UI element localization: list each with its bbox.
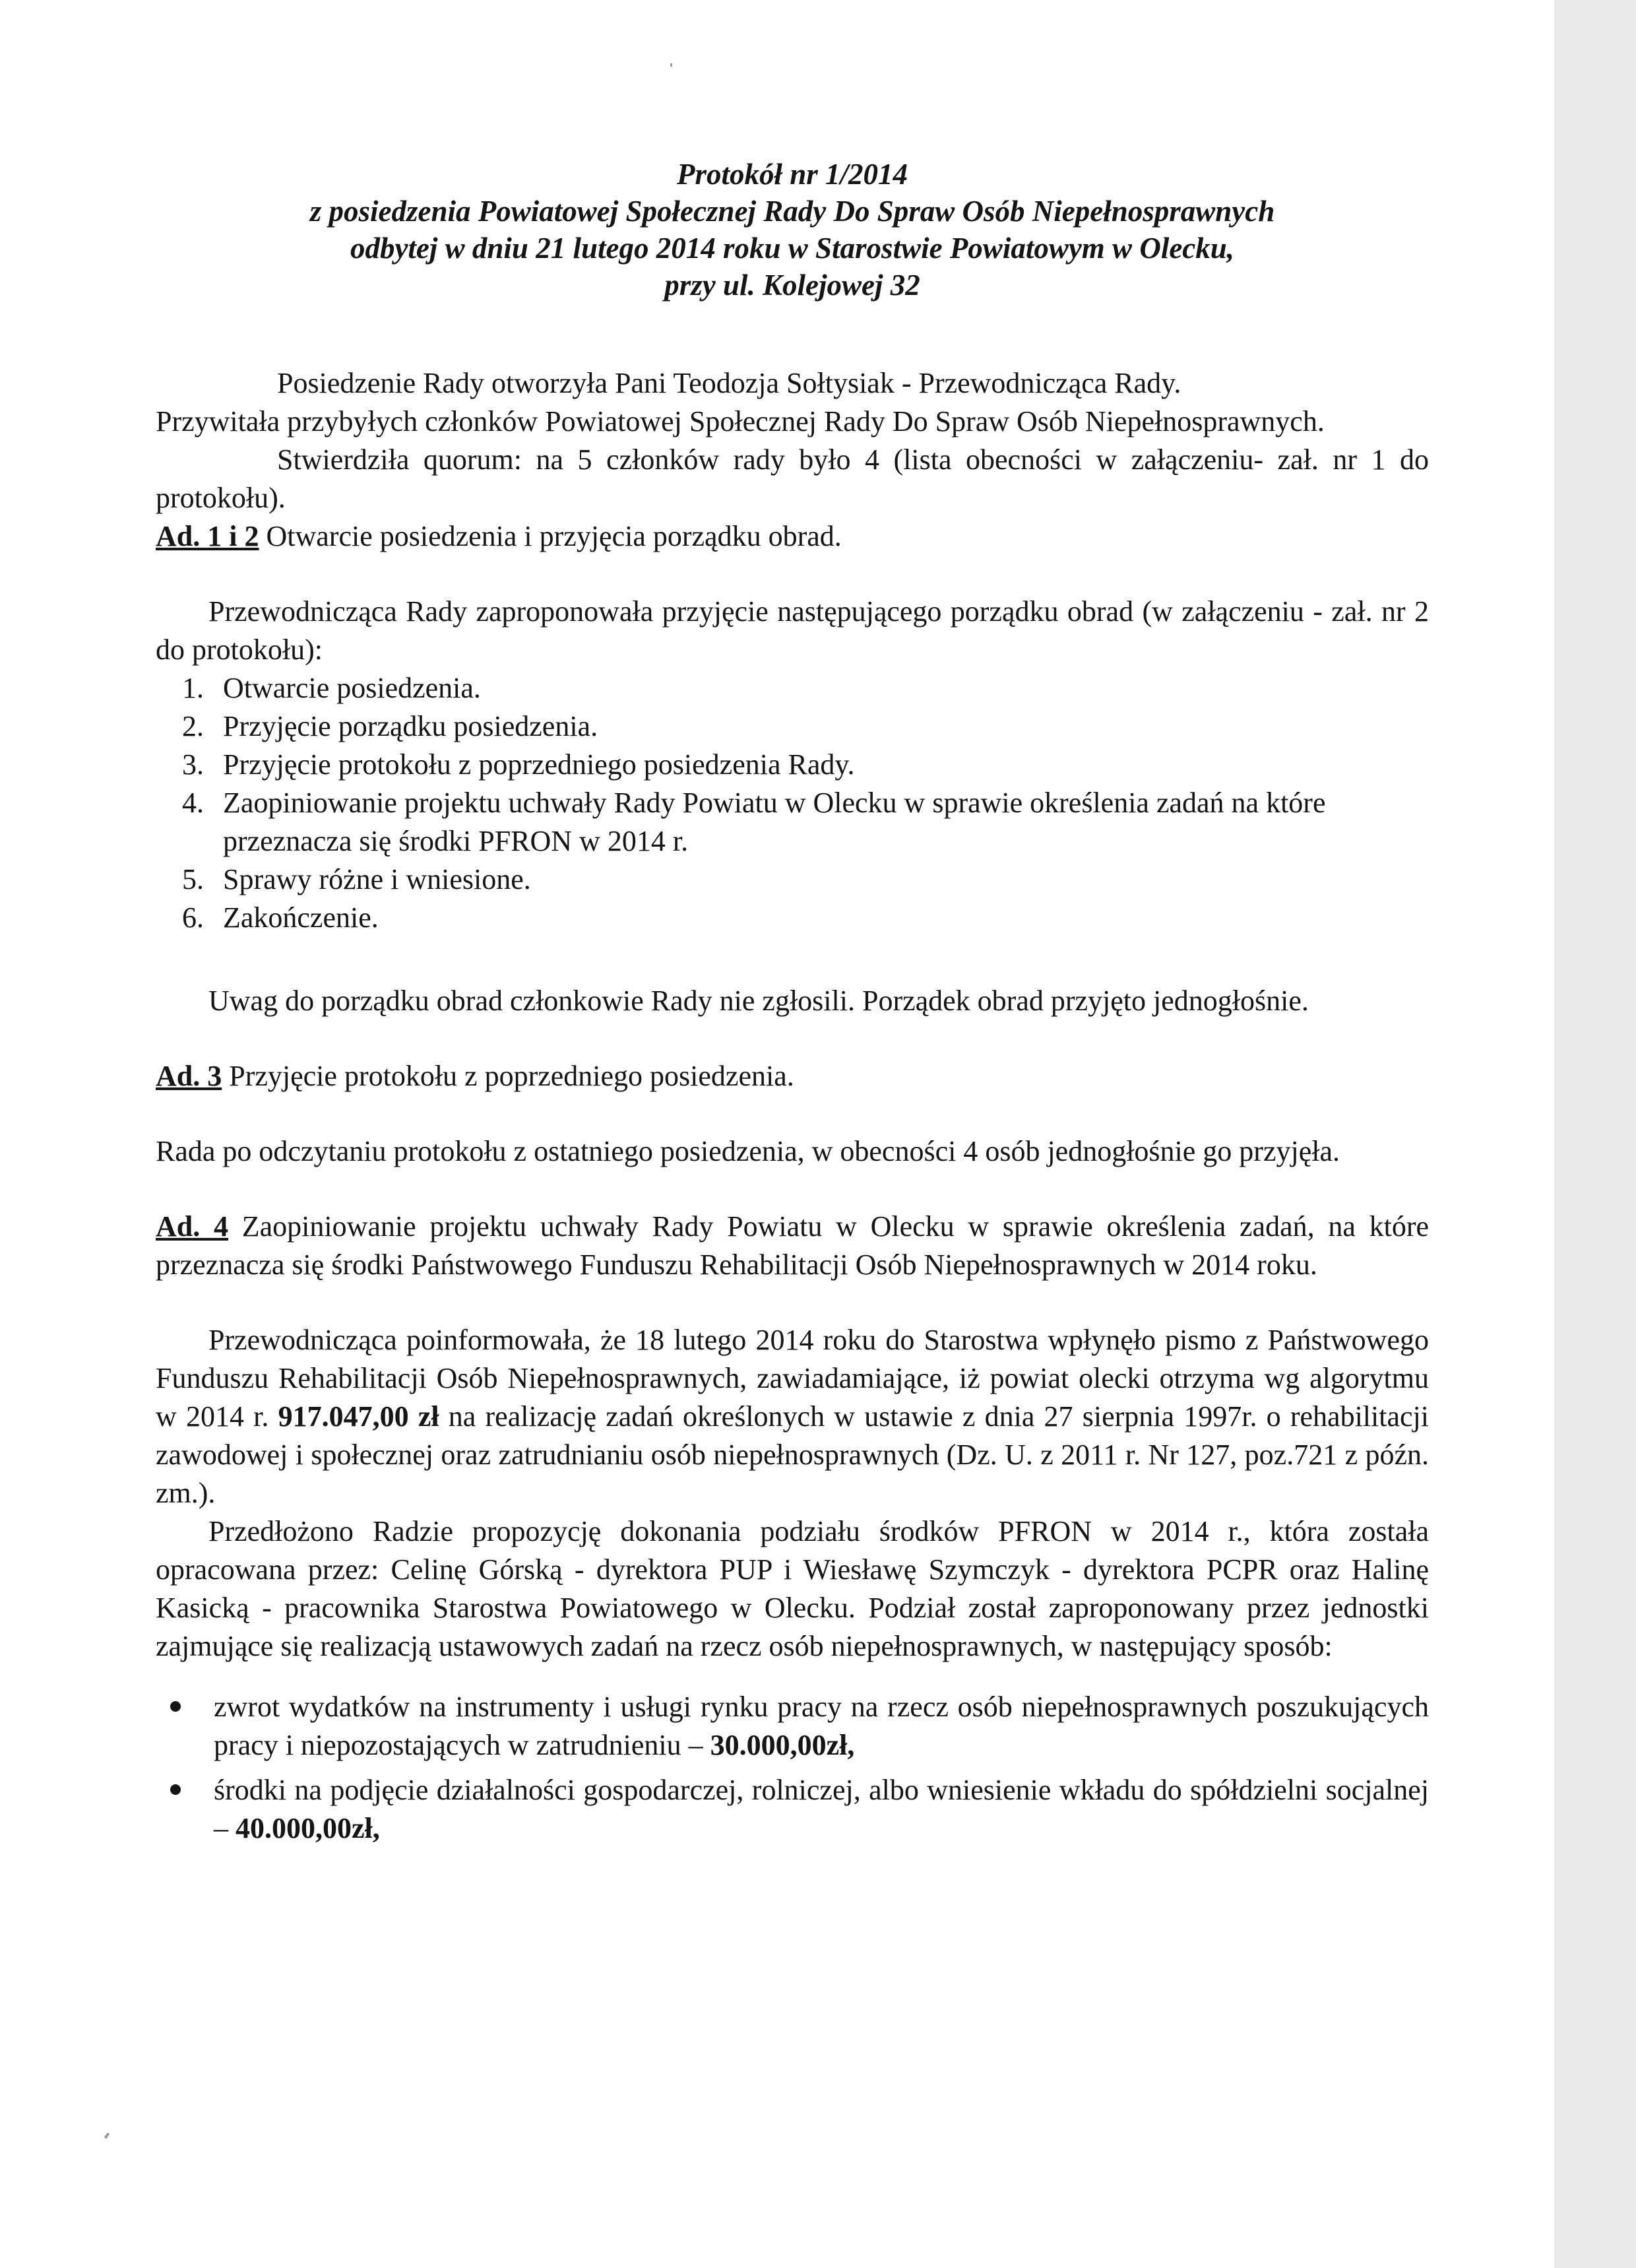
ad-1-2-title: Otwarcie posiedzenia i przyjęcia porządku obrad. — [259, 520, 842, 552]
ad-1-2-label: Ad. 1 i 2 — [156, 520, 259, 552]
agenda-list — [156, 669, 1429, 937]
distribution-proposal-paragraph: Przedłożono Radzie propozycję dokonania podziału środków PFRON w 2014 r., która została opracowana przez: Celinę Górską - dyrektora PUP i Wiesławę Szymczyk - dyrektora PCPR oraz Halinę Kasicką - pracownika Starostwa Powiatowego w Olecku. Podział został zaproponowany przez jednostki zajmujące się realizacją ustawowych zadań na rzecz osób niepełnosprawnych, w następujący sposób: — [156, 1515, 1429, 1662]
ad-1-2-section — [156, 517, 1429, 556]
document-heading — [156, 156, 1429, 304]
heading-line-4: przy ul. Kolejowej 32 — [664, 269, 920, 302]
opening-paragraph: Posiedzenie Rady otworzyła Pani Teodozja Sołtysiak - Przewodnicząca Rady. — [277, 367, 1181, 399]
allocation-item — [214, 1688, 1429, 1765]
ad-4-title: Zaopiniowanie projektu uchwały Rady Powiatu w Olecku w sprawie określenia zadań, na które przeznacza się środki Państwowego Funduszu Rehabilitacji Osób Niepełnosprawnych w 2014 roku. — [156, 1210, 1430, 1281]
scan-speck — [104, 2133, 110, 2139]
greeting-paragraph: Przywitała przybyłych członków Powiatowej Społecznej Rady Do Spraw Osób Niepełnosprawnych. — [156, 405, 1325, 437]
heading-title: Protokół nr 1/2014 — [676, 158, 908, 191]
ad-3-title: Przyjęcie protokołu z poprzedniego posiedzenia. — [222, 1060, 794, 1092]
pfron-text-a: Przewodnicząca poinformowała, że 18 lutego 2014 roku do Starostwa wpłynęło pismo z Państwowego Funduszu Rehabilitacji Osób Niepełnosprawnych, zawiadamiające, iż powiat olecki otrzyma wg algorytmu w 2014 r. — [156, 1324, 1429, 1433]
ad-4-label: Ad. 4 — [156, 1210, 228, 1243]
agenda-item: 3. Przyjęcie protokołu z poprzedniego posiedzenia Rady. — [211, 746, 1429, 784]
agenda-item: 5. Sprawy różne i wniesione. — [211, 860, 1429, 899]
bullet-icon — [170, 1784, 181, 1795]
allocation-list — [156, 1688, 1429, 1848]
agenda-item: 4. Zaopiniowanie projektu uchwały Rady Powiatu w Olecku w sprawie określenia zadań na które przeznacza się środki PFRON w 2014 r. — [211, 784, 1429, 860]
ad-3-body: Rada po odczytaniu protokołu z ostatniego posiedzenia, w obecności 4 osób jednogłośnie go przyjęła. — [156, 1135, 1340, 1167]
agenda-item: 6. Zakończenie. — [211, 899, 1429, 937]
ad-3-section — [156, 1057, 1429, 1095]
agenda-intro: Przewodnicząca Rady zaproponowała przyjęcie następującego porządku obrad (w załączeniu - zał. nr 2 do protokołu): — [156, 595, 1429, 666]
scan-edge — [1554, 0, 1595, 2268]
allocation-item-amount: 30.000,00zł, — [710, 1729, 855, 1761]
quorum-paragraph: Stwierdziła quorum: na 5 członków rady było 4 (lista obecności w załączeniu- zał. nr 1 do protokołu). — [156, 443, 1429, 514]
allocation-item — [214, 1771, 1429, 1848]
heading-line-2: z posiedzenia Powiatowej Społecznej Rady Do Spraw Osób Niepełnosprawnych — [309, 195, 1275, 228]
pfron-text-b: na realizację zadań określonych w ustawie z dnia 27 sierpnia 1997r. o rehabilitacji zawodowej i społecznej oraz zatrudnianiu osób niepełnosprawnych (Dz. U. z 2011 r. Nr 127, poz.721 z późn. zm.). — [156, 1400, 1429, 1509]
document-body — [156, 156, 1429, 1854]
allocation-item-text: środki na podjęcie działalności gospodarczej, rolniczej, albo wniesienie wkładu do spółdzielni socjalnej – — [214, 1774, 1429, 1844]
agenda-item: 1. Otwarcie posiedzenia. — [211, 669, 1429, 707]
heading-line-3: odbytej w dniu 21 lutego 2014 roku w Starostwie Powiatowym w Olecku, — [350, 232, 1235, 265]
ad-4-section — [156, 1208, 1429, 1284]
agenda-outro: Uwag do porządku obrad członkowie Rady nie zgłosili. Porządek obrad przyjęto jednogłośnie. — [208, 985, 1309, 1017]
bullet-icon — [170, 1701, 181, 1712]
agenda-item: 2. Przyjęcie porządku posiedzenia. — [211, 707, 1429, 746]
allocation-item-amount: 40.000,00zł, — [236, 1812, 380, 1844]
allocation-item-text: zwrot wydatków na instrumenty i usługi rynku pracy na rzecz osób niepełnosprawnych poszukujących pracy i niepozostających w zatrudnieniu – — [214, 1691, 1429, 1761]
scan-speck — [670, 63, 672, 67]
ad-3-label: Ad. 3 — [156, 1060, 222, 1092]
pfron-amount: 917.047,00 zł — [278, 1400, 439, 1433]
pfron-allocation-paragraph — [156, 1321, 1429, 1512]
